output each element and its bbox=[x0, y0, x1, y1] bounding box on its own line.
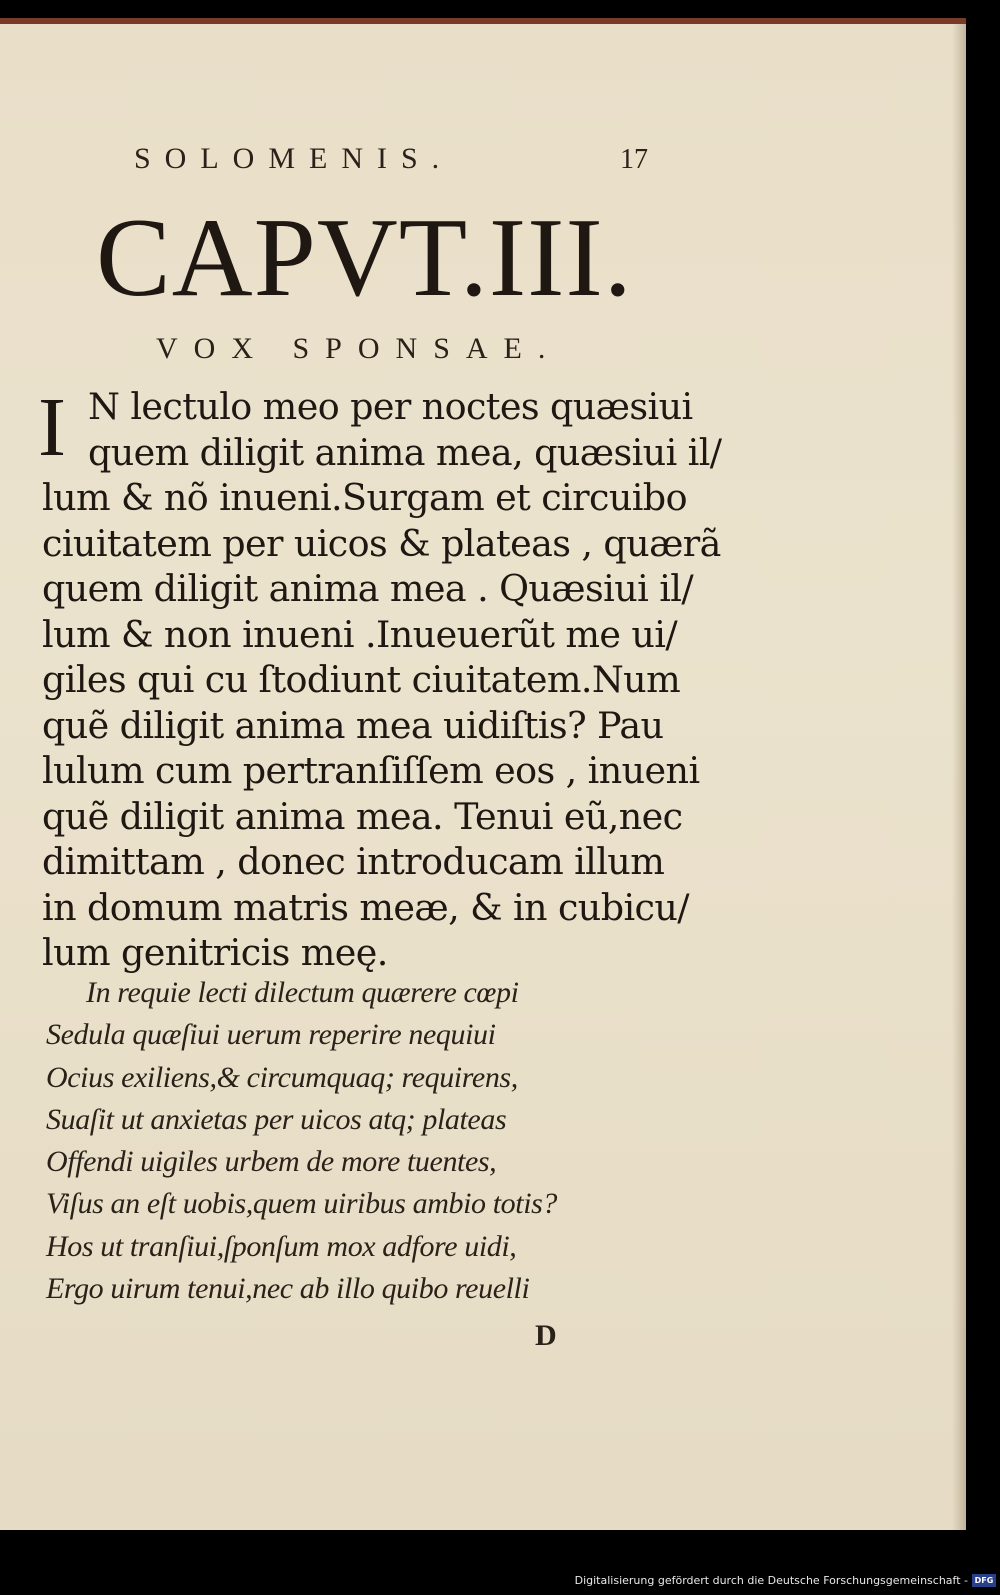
verse-line: Viſus an eſt uobis,quem uiribus ambio totis? bbox=[46, 1187, 558, 1221]
body-text bbox=[38, 381, 722, 976]
chapter-title: CAPVT.III. bbox=[96, 196, 633, 320]
dfg-logo-icon: DFG bbox=[972, 1574, 996, 1587]
verse-line: Ergo uirum tenui,nec ab illo quibo reuelli bbox=[46, 1272, 530, 1306]
verse-block bbox=[46, 972, 666, 1310]
page-number: 17 bbox=[620, 144, 648, 175]
drop-cap: I bbox=[38, 381, 66, 474]
body-line: N lectulo meo per noctes quæsiui bbox=[88, 385, 693, 428]
funding-credit: Digitalisierung gefördert durch die Deutsche Forschungsgemeinschaft - bbox=[574, 1574, 968, 1587]
signature-mark: D bbox=[535, 1319, 557, 1352]
verse-line: Sedula quæſiui uerum reperire nequiui bbox=[46, 1018, 496, 1052]
body-line: quẽ diligit anima mea. Tenui eũ,nec bbox=[42, 794, 683, 838]
body-line: lum & non inueni .Inueuerũt me ui/ bbox=[42, 612, 678, 656]
verse-line: Suaſit ut anxietas per uicos atq; plateas bbox=[46, 1102, 507, 1136]
verse-line: In requie lecti dilectum quærere cœpi bbox=[86, 976, 519, 1009]
body-line: ciuitatem per uicos & plateas , quærã bbox=[42, 521, 721, 565]
footer-bar bbox=[0, 1555, 1000, 1595]
body-line: quem diligit anima mea . Quæsiui il/ bbox=[42, 567, 694, 610]
verse-line: Offendi uigiles urbem de more tuentes, bbox=[46, 1145, 497, 1179]
body-line: giles qui cu ſtodiunt ciuitatem.Num bbox=[42, 658, 681, 701]
verse-line: Hos ut tranſiui,ſponſum mox adfore uidi, bbox=[46, 1229, 517, 1263]
body-line: quem diligit anima mea, quæsiui il/ bbox=[88, 430, 722, 474]
body-line: lum genitricis meę. bbox=[42, 931, 388, 974]
body-line: dimittam , donec introducam illum bbox=[42, 840, 665, 883]
running-head: SOLOMENIS. bbox=[134, 142, 454, 175]
body-line: in domum matris meæ, & in cubicu/ bbox=[42, 885, 689, 929]
chapter-subtitle: VOX SPONSAE. bbox=[156, 332, 562, 365]
verse-line: Ocius exiliens,& circumquaq; requirens, bbox=[46, 1060, 518, 1094]
body-line: lum & nõ inueni.Surgam et circuibo bbox=[42, 476, 687, 519]
body-line: quẽ diligit anima mea uidiſtis? Pau bbox=[42, 703, 664, 747]
book-page bbox=[0, 18, 966, 1530]
body-line: lulum cum pertranſiſſem eos , inueni bbox=[42, 749, 700, 792]
